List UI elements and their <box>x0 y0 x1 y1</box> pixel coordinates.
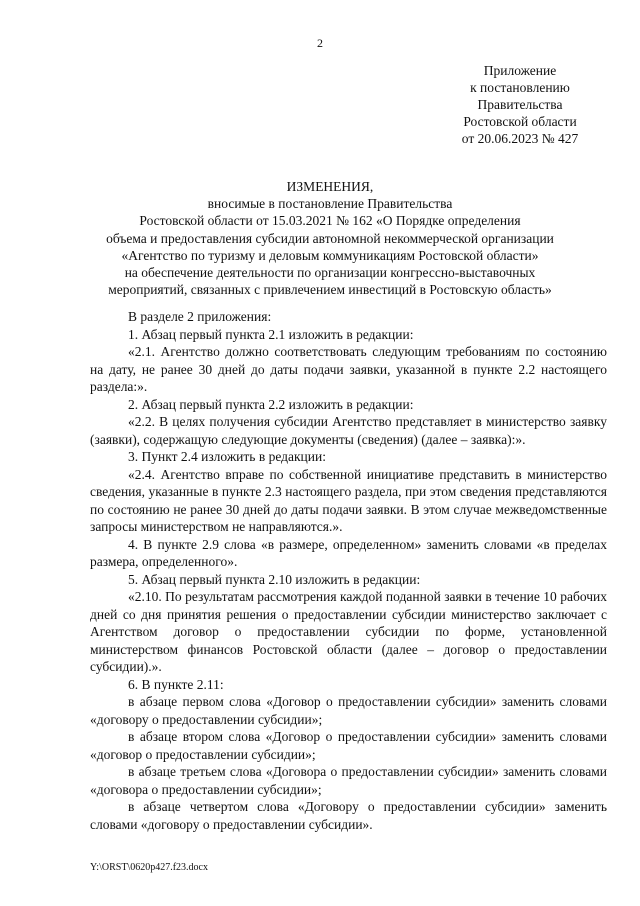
appendix-line: Правительства <box>477 97 563 112</box>
title-heading: ИЗМЕНЕНИЯ, <box>286 179 374 194</box>
title-line: на обеспечение деятельности по организации конгрессно-выставочных <box>124 265 536 281</box>
title-line: «Агентство по туризму и деловым коммуникациям Ростовской области» <box>121 247 539 263</box>
paragraph: «2.10. По результатам рассмотрения каждой поданной заявки в течение 10 рабочих дней со дня принятия решения о предоставлении субсидии министерство заключает с Агентством договор о предоставлении субсидии по форме, установленной министерством финансов Ростовской области (далее – договор о предоставлении субсидии).». <box>90 589 607 674</box>
document-body <box>90 308 607 833</box>
paragraph: в абзаце втором слова «Договор о предоставлении субсидии» заменить словами «договор о предоставлении субсидии»; <box>90 729 607 762</box>
title-line: объема и предоставления субсидии автономной некоммерческой организации <box>106 230 554 246</box>
paragraph: в абзаце первом слова «Договор о предоставлении субсидии» заменить словами «договору о предоставлении субсидии»; <box>90 694 607 727</box>
paragraph: 5. Абзац первый пункта 2.10 изложить в редакции: <box>128 571 421 587</box>
document-title <box>70 178 590 298</box>
paragraph: 3. Пункт 2.4 изложить в редакции: <box>128 449 326 464</box>
paragraph: в абзаце третьем слова «Договора о предоставлении субсидии» заменить словами «договора о предоставлении субсидии»; <box>90 764 607 797</box>
paragraph: «2.4. Агентство вправе по собственной инициативе представить в министерство сведения, указанные в пункте 2.3 настоящего раздела, при этом сведения представляются по состоянию не ранее 30 дней до даты подачи заявки. В этом случае межведомственные запросы министерством не направляются.». <box>90 466 607 534</box>
appendix-line: Ростовской области <box>463 114 577 129</box>
appendix-block <box>400 62 640 147</box>
appendix-line: к постановлению <box>470 80 570 95</box>
paragraph: «2.1. Агентство должно соответствовать следующим требованиям по состоянию на дату, не ранее 30 дней до даты подачи заявки, указанной в пункте 2.2 настоящего раздела:». <box>90 344 607 394</box>
paragraph: 2. Абзац первый пункта 2.2 изложить в редакции: <box>128 396 414 412</box>
paragraph: В разделе 2 приложения: <box>128 309 272 324</box>
paragraph: в абзаце четвертом слова «Договору о предоставлении субсидии» заменить словами «договору о предоставлении субсидии». <box>90 799 607 832</box>
title-line: мероприятий, связанных с привлечением инвестиций в Ростовскую область» <box>108 282 552 298</box>
appendix-line: от 20.06.2023 № 427 <box>461 131 579 146</box>
appendix-line: Приложение <box>483 63 557 78</box>
file-path-footer: Y:\ORST\0620p427.f23.docx <box>90 862 208 873</box>
page-number: 2 <box>317 36 323 50</box>
paragraph: 6. В пункте 2.11: <box>128 676 224 692</box>
title-line: Ростовской области от 15.03.2021 № 162 «О Порядке определения <box>139 213 521 229</box>
paragraph: 4. В пункте 2.9 слова «в размере, определенном» заменить словами «в пределах размера, определенного». <box>90 536 607 569</box>
paragraph: «2.2. В целях получения субсидии Агентство представляет в министерство заявку (заявки), содержащую следующие документы (сведения) (далее – заявка):». <box>90 414 607 447</box>
title-line: вносимые в постановление Правительства <box>207 196 453 212</box>
paragraph: 1. Абзац первый пункта 2.1 изложить в редакции: <box>128 326 414 342</box>
